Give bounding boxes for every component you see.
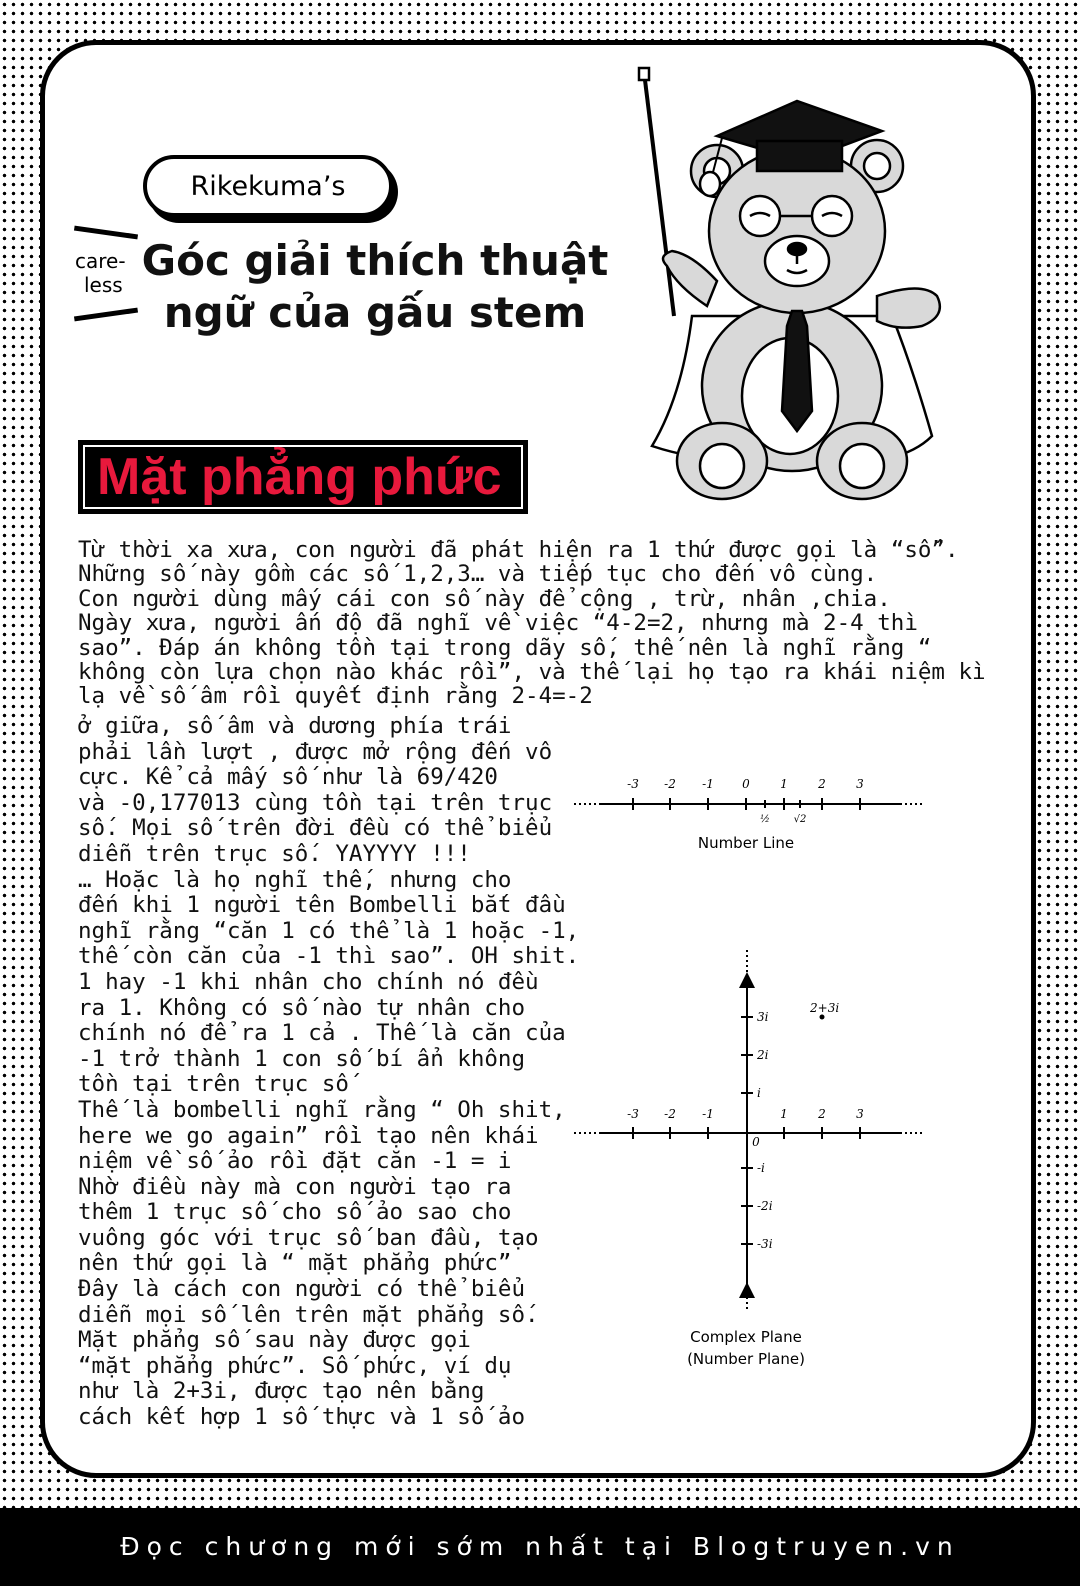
- body-line: Mặt phẳng số sau này được gọi: [78, 1327, 471, 1354]
- body-line: thế còn căn của -1 thì sao”. OH shit.: [78, 943, 580, 970]
- complex-plane-caption-2: (Number Plane): [687, 1350, 805, 1368]
- intro-line: lạ về số âm rồi quyết định rằng 2-4=-2: [78, 683, 593, 710]
- careless-top: care-: [75, 249, 126, 273]
- careless-bottom: less: [84, 273, 123, 297]
- badge-label: Rikekuma’s: [190, 170, 346, 202]
- intro-line: Con người dùng mấy cái con số này để cộng , trừ, nhân ,chia.: [78, 585, 891, 612]
- nl-tick-label: 3: [856, 777, 864, 791]
- body-column: [78, 714, 578, 1431]
- title-line-1: Góc giải thích thuật: [141, 236, 609, 285]
- body-line: Nhờ điều này mà con người tạo ra: [78, 1173, 512, 1200]
- body-line: đến khi 1 người tên Bombelli bắt đầu: [78, 892, 566, 919]
- cp-x-tick: -3: [627, 1107, 639, 1121]
- body-line: diễn trên trục số. YAYYYY !!!: [78, 840, 471, 867]
- body-line: chính nó để ra 1 cả . Thế là căn của: [78, 1020, 566, 1047]
- cp-x-tick: 3: [856, 1107, 864, 1121]
- complex-plane-diagram: [570, 950, 940, 1370]
- body-line: cách kết hợp 1 số thực và 1 số ảo: [78, 1404, 526, 1431]
- intro-line: sao”. Đáp án không tồn tại trong dãy số, thế nên là nghĩ rằng “: [78, 634, 932, 661]
- intro-line: không còn lựa chọn nào khác rồi”, và thế lại họ tạo ra khái niệm kì: [78, 659, 986, 686]
- body-line: 1 hay -1 khi nhân cho chính nó đều: [78, 968, 539, 995]
- intro-line: Từ thời xa xưa, con người đã phát hiện ra 1 thứ được gọi là “số”.: [78, 537, 959, 563]
- body-line: và -0,177013 cùng tồn tại trên trục: [78, 789, 553, 816]
- cp-y-tick: i: [757, 1086, 761, 1100]
- cp-y-tick: -i: [757, 1161, 765, 1175]
- nl-tick-label: 2: [818, 777, 826, 791]
- footer-banner: Đọc chương mới sớm nhất tại Blogtruyen.vn: [0, 1508, 1080, 1586]
- careless-bar-top: [74, 226, 138, 240]
- section-title: Mặt phẳng phức: [83, 445, 523, 509]
- cp-x-tick: -1: [702, 1107, 714, 1121]
- intro-line: Ngày xưa, người ấn độ đã nghĩ về việc “4-2=2, nhưng mà 2-4 thì: [78, 610, 918, 637]
- nl-tick-label: -3: [627, 777, 639, 791]
- body-line: “mặt phẳng phức”. Số phức, ví dụ: [78, 1352, 512, 1379]
- bear-professor-illustration: [622, 66, 956, 506]
- number-line-caption: Number Line: [697, 834, 795, 852]
- intro-paragraph: [78, 537, 986, 710]
- body-line: -1 trở thành 1 con số bí ẩn không: [78, 1045, 526, 1072]
- body-line: tồn tại trên trục số: [78, 1071, 349, 1098]
- nl-half-label: ½: [760, 814, 770, 825]
- body-line: số. Mọi số trên đời đều có thể biểu: [78, 815, 553, 842]
- body-line: … Hoặc là họ nghĩ thế, nhưng cho: [78, 866, 512, 893]
- careless-tag: [72, 228, 142, 320]
- cp-origin: 0: [752, 1135, 760, 1149]
- body-line: diễn mọi số lên trên mặt phẳng số.: [78, 1301, 539, 1328]
- body-line: Thế là bombelli nghĩ rằng “ Oh shit,: [78, 1096, 566, 1123]
- cp-y-tick: -3i: [757, 1237, 773, 1251]
- nl-tick-label: -2: [664, 777, 676, 791]
- body-line: cực. Kể cả mấy số như là 69/420: [78, 764, 498, 791]
- cp-y-tick: 3i: [757, 1010, 769, 1024]
- nl-tick-label: -1: [702, 777, 714, 791]
- body-line: vuông góc với trục số ban đầu, tạo: [78, 1224, 539, 1251]
- rikekuma-badge: [143, 155, 393, 217]
- body-line: thêm 1 trục số cho số ảo sao cho: [78, 1199, 512, 1226]
- cp-y-tick: -2i: [757, 1199, 773, 1213]
- body-line: ra 1. Không có số nào tự nhân cho: [78, 994, 526, 1021]
- cp-x-tick: -2: [664, 1107, 676, 1121]
- number-line-diagram: [570, 770, 940, 860]
- body-line: phải lần lượt , được mở rộng đến vô: [78, 738, 553, 765]
- section-title-box: [78, 440, 528, 514]
- careless-bar-bottom: [74, 308, 138, 322]
- nl-tick-label: 1: [780, 777, 788, 791]
- body-line: nên thứ gọi là “ mặt phẳng phức”: [78, 1250, 512, 1277]
- complex-plane-caption-1: Complex Plane: [690, 1328, 802, 1346]
- nl-tick-label: 0: [742, 777, 750, 791]
- cp-x-tick: 2: [818, 1107, 826, 1121]
- body-line: nghĩ rằng “căn 1 có thể là 1 hoặc -1,: [78, 917, 580, 944]
- body-line: ở giữa, số âm và dương phía trái: [78, 713, 512, 739]
- cp-point-label: 2+3i: [810, 1001, 840, 1015]
- cp-x-tick: 1: [780, 1107, 788, 1121]
- cp-y-tick: 2i: [757, 1048, 769, 1062]
- body-line: niệm về số ảo rồi đặt căn -1 = i: [78, 1148, 512, 1175]
- body-line: here we go again” rồi tạo nên khái: [78, 1122, 539, 1149]
- body-line: như là 2+3i, được tạo nên bằng: [78, 1378, 485, 1405]
- intro-line: Những số này gồm các số 1,2,3… và tiếp tục cho đến vô cùng.: [78, 561, 878, 588]
- cp-point: [820, 1015, 825, 1020]
- nl-root2-label: √2: [793, 814, 807, 825]
- body-line: Đây là cách con người có thể biểu: [78, 1276, 526, 1303]
- title-line-2: ngữ của gấu stem: [163, 288, 587, 337]
- page-title: [140, 235, 610, 339]
